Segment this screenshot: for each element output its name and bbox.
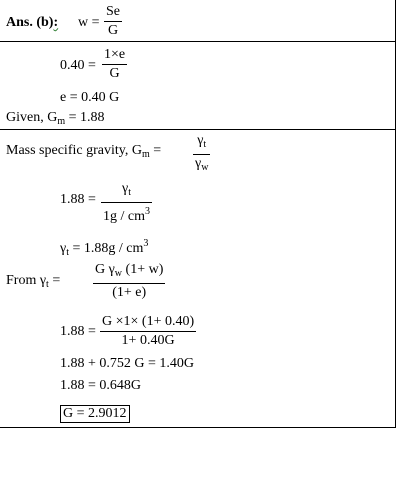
mass-specific-gravity-label: Mass specific gravity, $G_m$ = (6, 143, 162, 160)
step3-fraction (101, 181, 152, 225)
from-label: From $\gamma_t$ = (6, 273, 61, 290)
step5-fraction (100, 314, 196, 349)
fraction-denominator: G (107, 23, 119, 38)
step6-text: 1.88 + 0.752 G = 1.40G (60, 356, 195, 371)
step1-lhs: 0.40 = (60, 58, 96, 73)
step1-fraction (102, 47, 127, 82)
step3-lhs: 1.88 = (60, 192, 96, 207)
answer-lhs: w = (78, 15, 100, 30)
fraction-numerator: G ×1× (1+ 0.40) (102, 314, 195, 329)
separator (0, 41, 395, 42)
fraction-numerator: $\gamma_t$ (197, 133, 207, 150)
fraction-numerator: $\gamma_t$ (122, 181, 131, 198)
step4-text: $\gamma_t = 1.88g / cm^3$ (60, 238, 149, 258)
fraction-numerator: 1×e (104, 47, 126, 62)
step7-text: 1.88 = 0.648G (60, 378, 142, 393)
result-box: G = 2.9012 (60, 405, 130, 423)
fraction-numerator: Se (106, 4, 120, 19)
fraction-denominator: 1+ 0.40G (121, 333, 175, 348)
fraction-denominator: G (109, 66, 120, 81)
separator (0, 129, 395, 130)
fraction-denominator: $1g / cm^3$ (103, 206, 150, 224)
fraction-denominator: $\gamma_w$ (195, 156, 209, 173)
answer-label: Ans. (b): (6, 15, 59, 30)
fraction-numerator: G $\gamma_w$ (1+ w) (95, 262, 164, 279)
step2-text: e = 0.40 G (60, 90, 120, 105)
answer-fraction (104, 4, 122, 39)
step5-lhs: 1.88 = (60, 324, 96, 339)
from-fraction (93, 262, 165, 301)
mass-fraction (193, 133, 210, 176)
fraction-denominator: (1+ e) (112, 285, 147, 300)
given-line: Given, $G_m = 1.88$ (6, 110, 105, 127)
